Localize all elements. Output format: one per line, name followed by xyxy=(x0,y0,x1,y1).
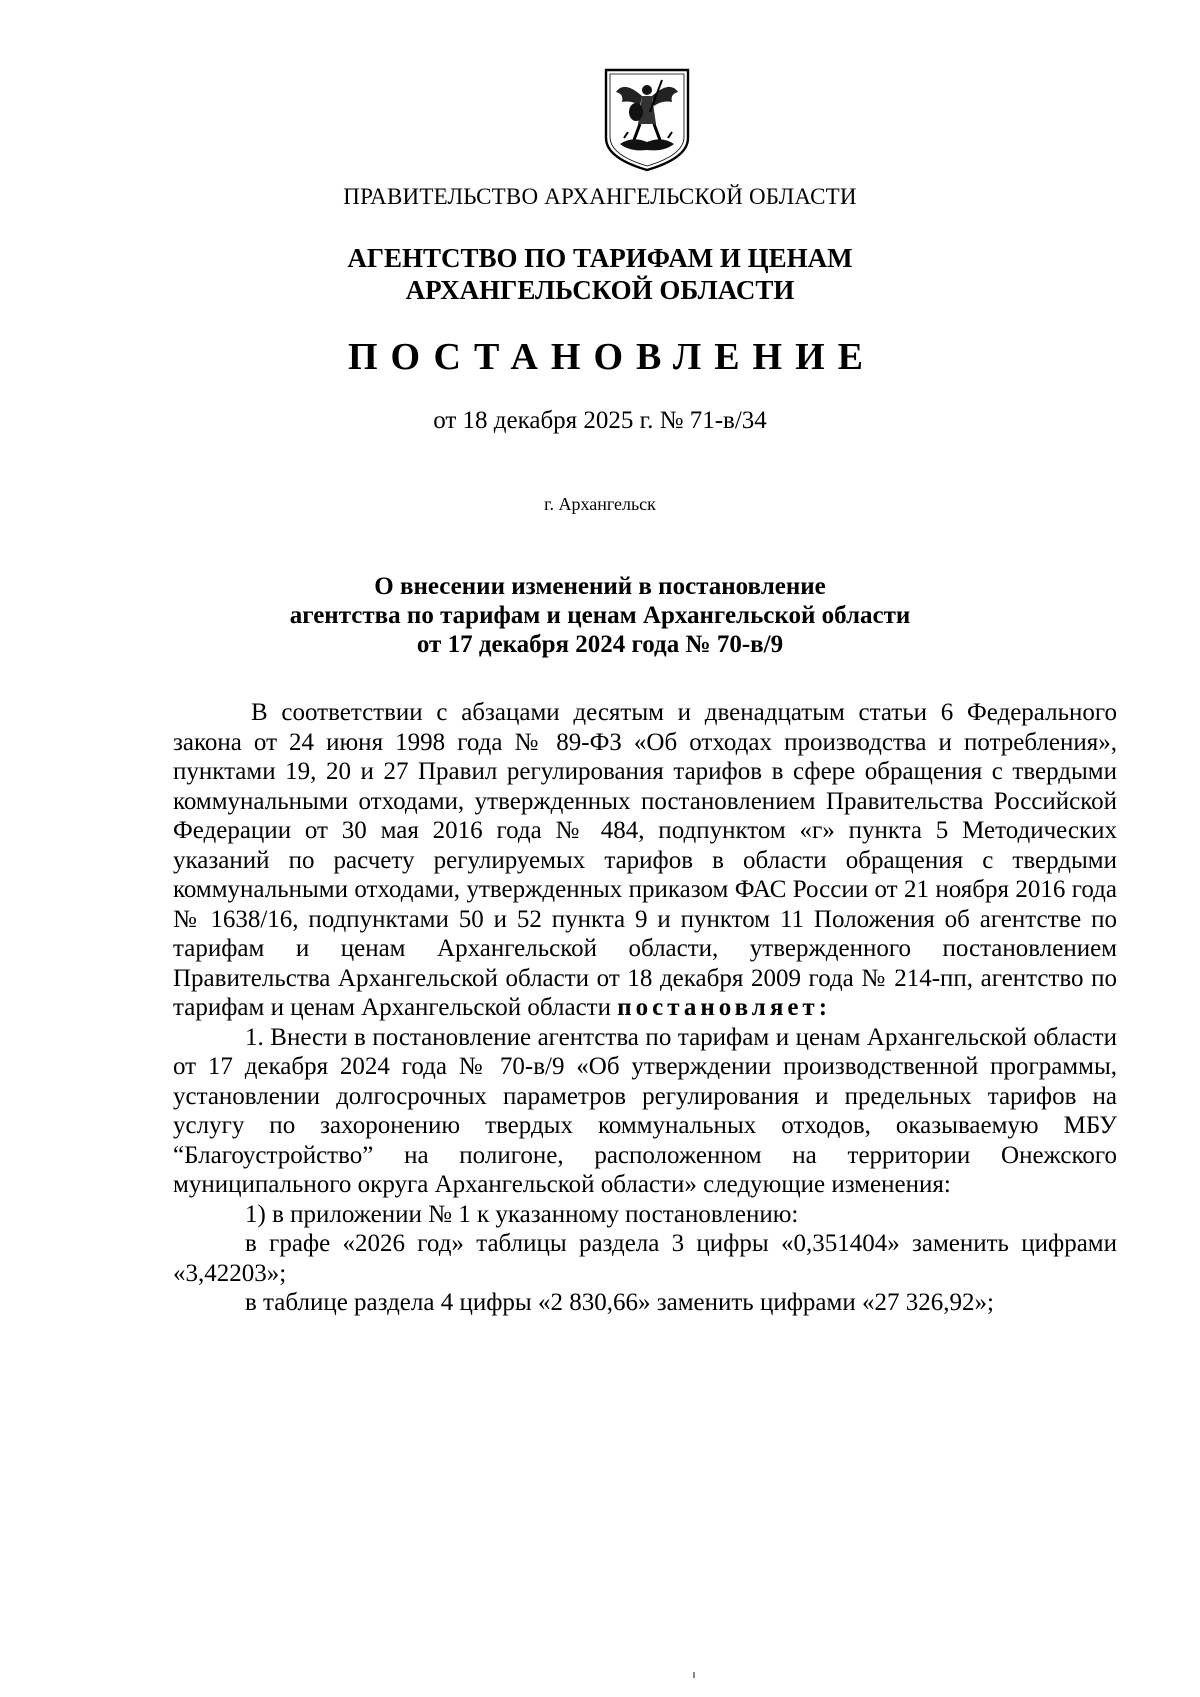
agency-name-line-2: АРХАНГЕЛЬСКОЙ ОБЛАСТИ xyxy=(405,275,795,305)
archangel-coat-of-arms-icon xyxy=(602,66,692,174)
title-line-1: О внесении изменений в постановление xyxy=(374,573,826,600)
change-1-paragraph: в графе «2026 год» таблицы раздела 3 цифры «0,351404» заменить цифрами «3,42203»; xyxy=(173,1230,1117,1287)
title-line-2: агентства по тарифам и ценам Архангельской области xyxy=(289,602,911,629)
scan-artifact-mark xyxy=(693,1672,695,1678)
document-city: г. Архангельск xyxy=(544,494,656,514)
change-2-paragraph: в таблице раздела 4 цифры «2 830,66» заменить цифрами «27 326,92»; xyxy=(245,1289,994,1316)
document-title xyxy=(0,572,1200,659)
subitem-1-paragraph: 1) в приложении № 1 к указанному постановлению: xyxy=(245,1200,799,1228)
decree-word: постановляет: xyxy=(617,994,832,1021)
preamble-text: В соответствии с абзацами десятым и двенадцатым статьи 6 Федерального закона от 24 июня 1998 года № 89-ФЗ «Об отходах производства и потребления», пунктами 19, 20 и 27 Правил регулирования тарифов в сфере обращения с твердыми коммунальными отходами, утвержденных постановлением Правительства Российской Федерации от 30 мая 2016 года № 484, подпунктом «г» пункта 5 Методических указаний по расчету регулируемых тарифов в области обращения с твердыми коммунальными отходами, утвержденных приказом ФАС России от 21 ноября 2016 года № 1638/16, подпунктами 50 и 52 пункта 9 и пунктом 11 Положения об агентстве по тарифам и ценам Архангельской области, утвержденного постановлением Правительства Архангельской области от 18 декабря 2009 года № 214-пп, агентство по тарифам и ценам Архангельской области xyxy=(173,699,1117,1021)
title-line-3: от 17 декабря 2024 года № 70-в/9 xyxy=(416,631,784,658)
agency-name-line-1: АГЕНТСТВО ПО ТАРИФАМ И ЦЕНАМ xyxy=(347,243,853,273)
document-type: ПОСТАНОВЛЕНИЕ xyxy=(347,336,877,378)
document-date-number: от 18 декабря 2025 г. № 71-в/34 xyxy=(433,407,767,434)
document-body xyxy=(173,698,1117,1318)
preamble-paragraph xyxy=(173,698,1117,1023)
item-1-paragraph: 1. Внести в постановление агентства по тарифам и ценам Архангельской области от 17 декабря 2024 года № 70-в/9 «Об утверждении производственной программы, установлении долгосрочных параметров регулирования и предельных тарифов на услугу по захоронению твердых коммунальных отходов, оказываемую МБУ “Благоустройство” на полигоне, расположенном на территории Онежского муниципального округа Архангельской области» следующие изменения: xyxy=(173,1023,1117,1198)
government-name: ПРАВИТЕЛЬСТВО АРХАНГЕЛЬСКОЙ ОБЛАСТИ xyxy=(343,184,857,209)
agency-name xyxy=(0,242,1200,306)
